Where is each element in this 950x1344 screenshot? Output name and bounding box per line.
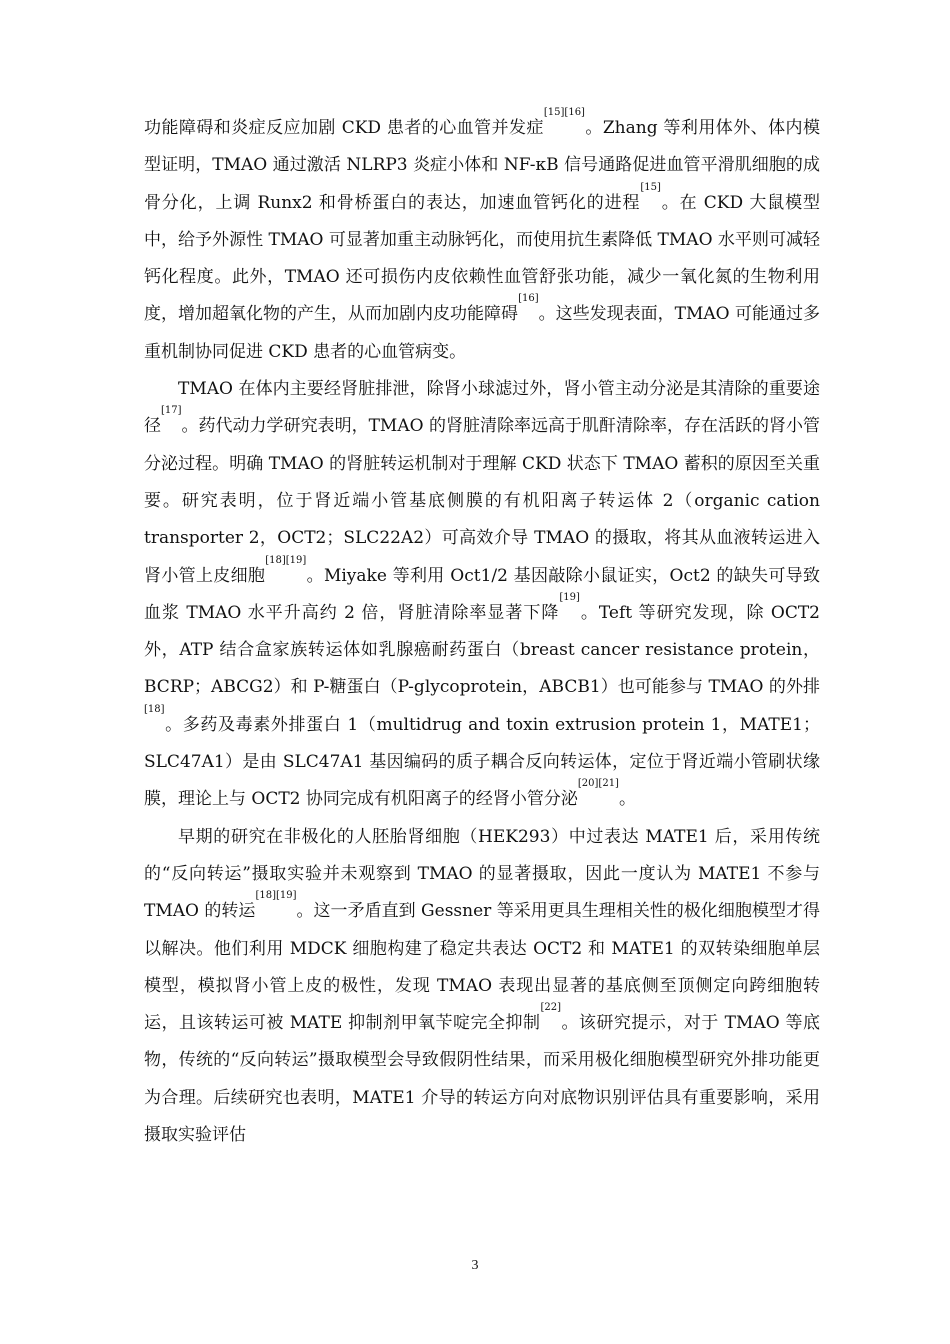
paragraph-text: 。Zhang 等利用体外、体内模型证明，TMAO 通过激活 NLRP3 炎症小体和 NF-κB 信号通路促进血管平滑肌细胞的成骨分化，上调 Runx2 和骨桥蛋白的表达，加速血管钙化的进程 [144,118,820,213]
paragraph-text: 功能障碍和炎症反应加剧 CKD 患者的心血管并发症 [144,118,544,138]
citation-marker: [19] [559,591,580,603]
paragraph-text: 。药代动力学研究表明，TMAO 的肾脏清除率远高于肌酐清除率，存在活跃的肾小管分泌过程。明确 TMAO 的肾脏转运机制对于理解 CKD 状态下 TMAO 蓄积的原因至关重要。研究表明，位于肾近端小管基底侧膜的有机阳离子转运体 2（organic cation transporter 2，OCT2；SLC22A2）可高效介导 TMAO 的摄取，将其从血液转运进入肾小管上皮细胞 [144,416,820,586]
paragraph-text: 。多药及毒素外排蛋白 1（multidrug and toxin extrusion protein 1，MATE1；SLC47A1）是由 SLC47A1 基因编码的质子耦合反向转运体，定位于肾近端小管刷状缘膜，理论上与 OCT2 协同完成有机阳离子的经肾小管分泌 [144,714,820,810]
paragraph [144,371,820,819]
citation-marker: [18] [144,703,165,715]
paragraph-text: TMAO 在体内主要经肾脏排泄，除肾小球滤过外，肾小管主动分泌是其清除的重要途径 [144,379,820,437]
citation-marker: [15] [640,181,661,193]
body-text [144,107,820,1154]
paragraph-text: 。该研究提示，对于 TMAO 等底物，传统的“反向转运”摄取模型会导致假阴性结果，而采用极化细胞模型研究外排功能更为合理。后续研究也表明，MATE1 介导的转运方向对底物识别评估具有重要影响，采用摄取实验评估 [144,1013,820,1146]
paragraph-text: 。Teft 等研究发现，除 OCT2 外，ATP 结合盒家族转运体如乳腺癌耐药蛋白（breast cancer resistance protein，BCRP；ABCG2）和 P-糖蛋白（P-glycoprotein，ABCB1）也可能参与 TMAO 的外排 [144,602,820,698]
paragraph-text: 。在 CKD 大鼠模型中，给予外源性 TMAO 可显著加重主动脉钙化，而使用抗生素降低 TMAO 水平则可减轻钙化程度。此外，TMAO 还可损伤内皮依赖性血管舒张功能，减少一氧化氮的生物利用度，增加超氧化物的产生，从而加剧内皮功能障碍 [144,192,820,325]
paragraph [144,107,820,371]
page-number: 3 [471,1258,479,1273]
citation-marker: [16] [518,293,539,305]
paragraph-text: 。这一矛盾直到 Gessner 等采用更具生理相关性的极化细胞模型才得以解决。他们利用 MDCK 细胞构建了稳定共表达 OCT2 和 MATE1 的双转染细胞单层模型，模拟肾小管上皮的极性，发现 TMAO 表现出显著的基底侧至顶侧定向跨细胞转运，且该转运可被 MATE 抑制剂甲氧苄啶完全抑制 [144,901,820,1034]
citation-marker: [20][21] [577,778,619,790]
paragraph-text: 。Miyake 等利用 Oct1/2 基因敲除小鼠证实，Oct2 的缺失可导致血浆 TMAO 水平升高约 2 倍，肾脏清除率显著下降 [144,565,820,623]
citation-marker: [15][16] [543,107,585,118]
citation-marker: [22] [540,1002,561,1014]
citation-marker: [18][19] [265,554,307,566]
citation-marker: [17] [161,405,182,417]
paragraph [144,819,820,1155]
paragraph-text: 。 [618,789,636,810]
citation-marker: [18][19] [255,890,297,902]
paragraph-text: 。这些发现表面，TMAO 可能通过多重机制协同促进 CKD 患者的心血管病变。 [144,304,820,362]
paragraph-text: 早期的研究在非极化的人胚胎肾细胞（HEK293）中过表达 MATE1 后，采用传统的“反向转运”摄取实验并未观察到 TMAO 的显著摄取，因此一度认为 MATE1 不参与 TMAO 的转运 [144,826,820,922]
